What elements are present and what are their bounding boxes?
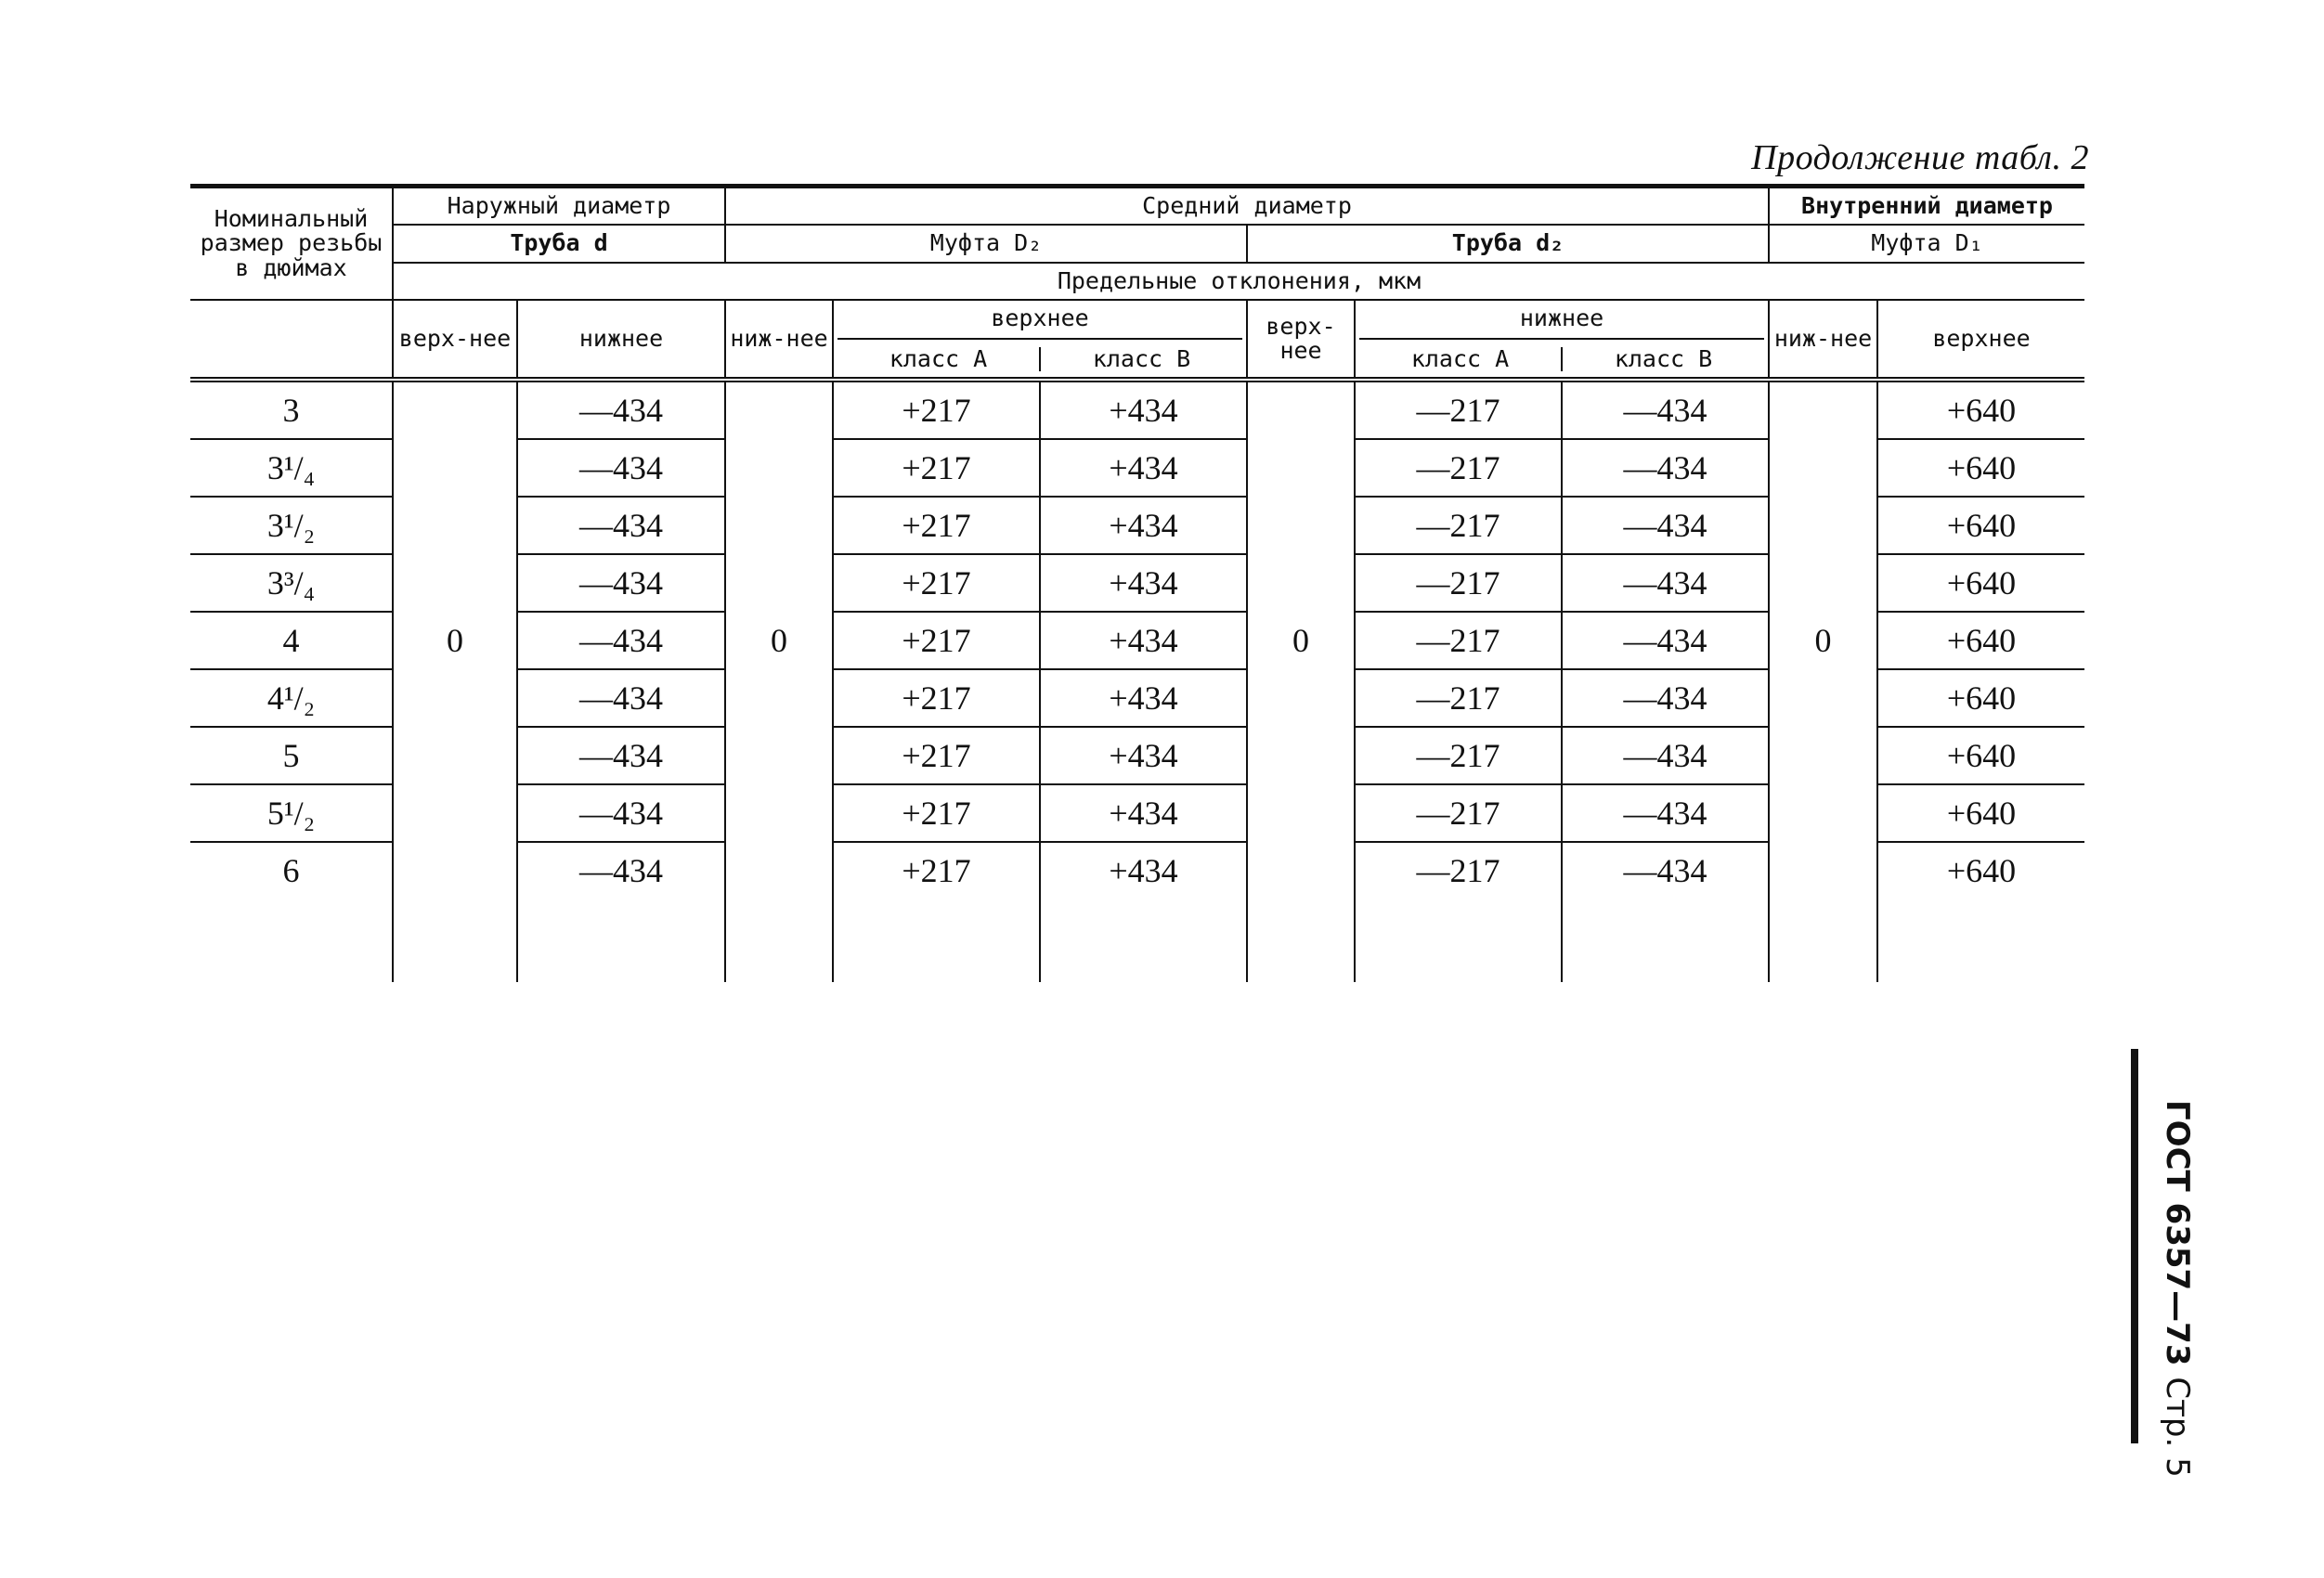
table-caption: Продолжение табл. 2 <box>1751 138 2089 177</box>
value-cell: —217 <box>1355 612 1562 669</box>
header-nominal-size: Номинальный размер резьбы в дюймах <box>190 187 393 300</box>
header-outer-diameter: Наружный диаметр <box>393 187 725 226</box>
value-cell: —217 <box>1355 727 1562 784</box>
value-cell: —434 <box>1562 842 1769 899</box>
header-d1-upper: верхнее <box>1877 300 2084 381</box>
header-pipe-d2: Труба d₂ <box>1247 225 1769 262</box>
zero-cell-d1-lower: 0 <box>1769 380 1877 899</box>
pad-cell <box>1562 899 1769 982</box>
page-number: Стр. 5 <box>2159 1377 2196 1478</box>
header-pipe-d-lower: нижнее <box>517 300 725 381</box>
table-body <box>190 380 2084 982</box>
pad-cell <box>1355 899 1562 982</box>
value-cell: —434 <box>517 842 725 899</box>
value-cell: +434 <box>1040 439 1247 497</box>
header-pipe-d: Труба d <box>393 225 725 262</box>
value-cell: +434 <box>1040 554 1247 612</box>
value-cell: +434 <box>1040 612 1247 669</box>
size-cell: 5¹/₂ <box>190 784 393 842</box>
pad-cell <box>190 899 393 982</box>
value-cell: +217 <box>833 554 1040 612</box>
value-cell: —434 <box>517 727 725 784</box>
table-row <box>190 380 2084 439</box>
size-cell: 6 <box>282 852 300 890</box>
value-cell: —434 <box>517 439 725 497</box>
pad-cell <box>393 899 517 982</box>
value-cell: —434 <box>517 669 725 727</box>
value-cell: +640 <box>1877 497 2084 554</box>
value-cell: —434 <box>1562 612 1769 669</box>
deviation-table-wrapper <box>190 184 2084 982</box>
header-coupling-d1: Муфта D₁ <box>1769 225 2084 262</box>
header-pd2-class-b: класс В <box>1614 345 1713 372</box>
header-middle-diameter: Средний диаметр <box>725 187 1769 226</box>
value-cell: +640 <box>1877 554 2084 612</box>
value-cell: —434 <box>1562 784 1769 842</box>
size-cell: 5 <box>190 727 393 784</box>
value-cell: —434 <box>1562 380 1769 439</box>
header-d2-classes <box>837 347 1242 371</box>
header-blank <box>190 300 393 381</box>
value-cell: +217 <box>833 842 1040 899</box>
value-cell: +434 <box>1040 784 1247 842</box>
value-cell: —217 <box>1355 554 1562 612</box>
value-cell: —434 <box>1562 554 1769 612</box>
value-cell: +434 <box>1040 669 1247 727</box>
value-cell: —434 <box>1562 669 1769 727</box>
header-limit-deviations: Предельные отклонения, мкм <box>393 263 2084 300</box>
deviation-table <box>190 184 2084 982</box>
size-cell: 3¹/₄ <box>190 439 393 497</box>
pad-cell <box>1877 899 2084 982</box>
value-cell: +217 <box>833 497 1040 554</box>
zero-cell-pd2-upper: 0 <box>1247 380 1355 899</box>
header-inner-diameter: Внутренний диаметр <box>1769 187 2084 226</box>
value-cell: —434 <box>517 380 725 439</box>
header-pd2-lower: нижнее <box>1359 306 1764 340</box>
value-cell: +434 <box>1040 380 1247 439</box>
value-cell: +640 <box>1877 727 2084 784</box>
pad-cell <box>833 899 1040 982</box>
value-cell: +640 <box>1877 784 2084 842</box>
value-cell: —434 <box>517 612 725 669</box>
size-cell: 3¹/₂ <box>190 497 393 554</box>
value-cell: +434 <box>1040 497 1247 554</box>
value-cell: —434 <box>517 497 725 554</box>
table-bottom-padding <box>190 899 2084 982</box>
standard-number: ГОСТ 6357—73 <box>2159 1100 2196 1366</box>
value-cell: +640 <box>1877 612 2084 669</box>
header-pd2-classes <box>1359 347 1764 371</box>
page-reference <box>2159 1100 2196 1478</box>
value-cell: +640 <box>1877 669 2084 727</box>
value-cell: +217 <box>833 669 1040 727</box>
header-pd2-upper: верх-нее <box>1247 300 1355 381</box>
table-header <box>190 187 2084 381</box>
value-cell: +217 <box>833 727 1040 784</box>
header-pd2-lower-group <box>1355 300 1769 381</box>
value-cell: +640 <box>1877 380 2084 439</box>
zero-cell-d2-lower: 0 <box>725 380 833 899</box>
header-pipe-d-upper: верх-нее <box>393 300 517 381</box>
size-cell: 3 <box>190 380 393 439</box>
value-cell: +640 <box>1877 439 2084 497</box>
value-cell: —217 <box>1355 784 1562 842</box>
pad-cell <box>1247 899 1355 982</box>
size-cell: 3³/₄ <box>190 554 393 612</box>
header-d2-upper-group <box>833 300 1247 381</box>
pad-cell <box>725 899 833 982</box>
size-cell: 4¹/₂ <box>190 669 393 727</box>
value-cell: +217 <box>833 612 1040 669</box>
value-cell: —434 <box>1562 497 1769 554</box>
header-d1-lower: ниж-нее <box>1769 300 1877 381</box>
value-cell: +217 <box>833 380 1040 439</box>
value-cell: +217 <box>833 439 1040 497</box>
value-cell: —434 <box>517 554 725 612</box>
header-coupling-d2: Муфта D₂ <box>725 225 1247 262</box>
zero-cell-pipe-d-upper: 0 <box>393 380 517 899</box>
header-d2-upper: верхнее <box>837 306 1242 340</box>
margin-rule <box>2131 1049 2138 1443</box>
header-d2-lower: ниж-нее <box>725 300 833 381</box>
pad-cell <box>517 899 725 982</box>
value-cell: —217 <box>1355 497 1562 554</box>
value-cell: —217 <box>1355 439 1562 497</box>
pad-cell <box>1040 899 1247 982</box>
value-cell: —434 <box>517 784 725 842</box>
value-cell: +640 <box>1877 842 2084 899</box>
value-cell: —434 <box>1562 727 1769 784</box>
size-cell: 4 <box>190 612 393 669</box>
value-cell: +434 <box>1040 727 1247 784</box>
pad-cell <box>1769 899 1877 982</box>
value-cell: —217 <box>1355 669 1562 727</box>
value-cell: +217 <box>833 784 1040 842</box>
header-pd2-class-a: класс А <box>1359 347 1563 371</box>
value-cell: +434 <box>1040 842 1247 899</box>
header-d2-class-b: класс В <box>1092 345 1191 372</box>
value-cell: —217 <box>1355 842 1562 899</box>
value-cell: —217 <box>1355 380 1562 439</box>
header-d2-class-a: класс А <box>837 347 1041 371</box>
value-cell: —434 <box>1562 439 1769 497</box>
